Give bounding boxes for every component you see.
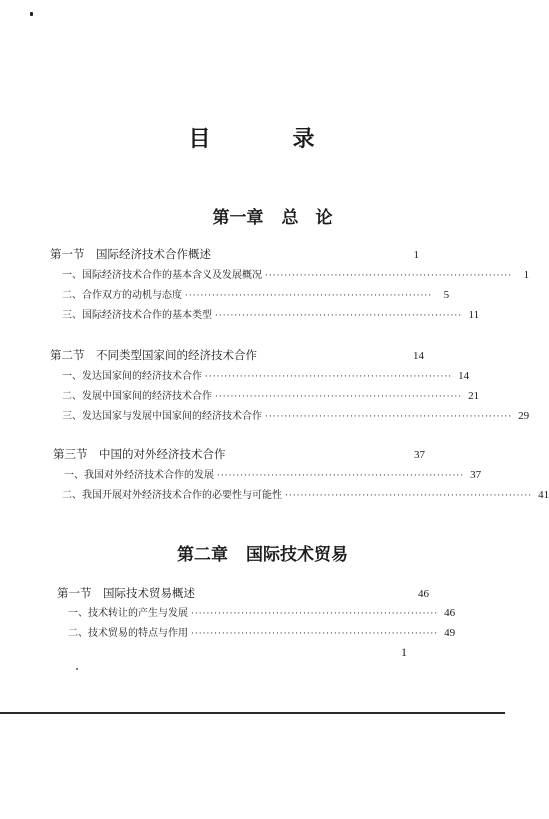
dot-leader: ································································ — [265, 271, 513, 281]
chapter-label: 第一章 — [212, 208, 264, 228]
scan-speck — [76, 668, 78, 670]
item-title: 一、技术转让的产生与发展 — [68, 608, 188, 619]
item-title: 一、我国对外经济技术合作的发展 — [64, 470, 214, 481]
dot-leader: ································································ — [205, 372, 453, 382]
page-bottom-rule — [0, 712, 505, 714]
toc-item[interactable] — [62, 486, 549, 501]
section-page: 46 — [418, 588, 429, 600]
item-page: 11 — [468, 309, 480, 321]
toc-item[interactable] — [64, 466, 482, 481]
dot-leader: ································································ — [191, 609, 439, 619]
chapter-name: 国际技术贸易 — [246, 545, 348, 565]
chapter-heading-2 — [0, 540, 505, 565]
dot-leader: ································································ — [185, 291, 433, 301]
toc-item[interactable] — [62, 266, 530, 281]
item-title: 三、发达国家与发展中国家间的经济技术合作 — [62, 411, 262, 422]
toc-section[interactable] — [50, 347, 424, 363]
section-page: 1 — [413, 249, 419, 261]
section-title: 第一节 国际技术贸易概述 — [57, 586, 195, 600]
dot-leader: ································································ — [285, 491, 533, 501]
item-page: 21 — [468, 390, 480, 402]
toc-item[interactable] — [68, 604, 456, 619]
toc-item[interactable] — [62, 407, 530, 422]
item-page: 37 — [470, 469, 482, 481]
dot-leader: ································································ — [215, 392, 463, 402]
chapter-label: 第二章 — [177, 545, 228, 565]
toc-section[interactable] — [50, 246, 419, 262]
item-title: 三、国际经济技术合作的基本类型 — [62, 310, 212, 321]
dot-leader: ································································ — [191, 629, 439, 639]
item-title: 一、国际经济技术合作的基本含义及发展概况 — [62, 270, 262, 281]
section-page: 14 — [413, 350, 424, 362]
item-page: 49 — [444, 627, 456, 639]
toc-item[interactable] — [62, 286, 450, 301]
section-title: 第二节 不同类型国家间的经济技术合作 — [50, 348, 257, 362]
section-title: 第三节 中国的对外经济技术合作 — [53, 447, 226, 461]
section-page: 37 — [414, 449, 425, 461]
page-title: 目 录 — [188, 127, 345, 152]
item-page: 1 — [523, 269, 530, 281]
toc-item[interactable] — [62, 387, 480, 402]
item-title: 二、技术贸易的特点与作用 — [68, 628, 188, 639]
section-title: 第一节 国际经济技术合作概述 — [50, 247, 211, 261]
toc-section[interactable] — [53, 446, 425, 462]
dot-leader: ································································ — [265, 412, 513, 422]
chapter-heading-1 — [0, 203, 505, 228]
item-title: 二、合作双方的动机与态度 — [62, 290, 182, 301]
toc-item[interactable] — [62, 306, 480, 321]
toc-item[interactable] — [62, 367, 470, 382]
item-page: 29 — [518, 410, 530, 422]
dot-leader: ································································ — [215, 311, 463, 321]
page-number: 1 — [401, 645, 407, 659]
chapter-name: 总 论 — [281, 208, 333, 228]
dot-leader: ································································ — [217, 471, 465, 481]
item-page: 5 — [443, 289, 450, 301]
scan-mark — [30, 12, 33, 16]
toc-item[interactable] — [68, 624, 456, 639]
item-page: 46 — [444, 607, 456, 619]
item-page: 41 — [538, 489, 549, 501]
item-title: 二、发展中国家间的经济技术合作 — [62, 391, 212, 402]
toc-section[interactable] — [57, 585, 429, 601]
item-page: 14 — [458, 370, 470, 382]
item-title: 一、发达国家间的经济技术合作 — [62, 371, 202, 382]
item-title: 二、我国开展对外经济技术合作的必要性与可能性 — [62, 490, 282, 501]
